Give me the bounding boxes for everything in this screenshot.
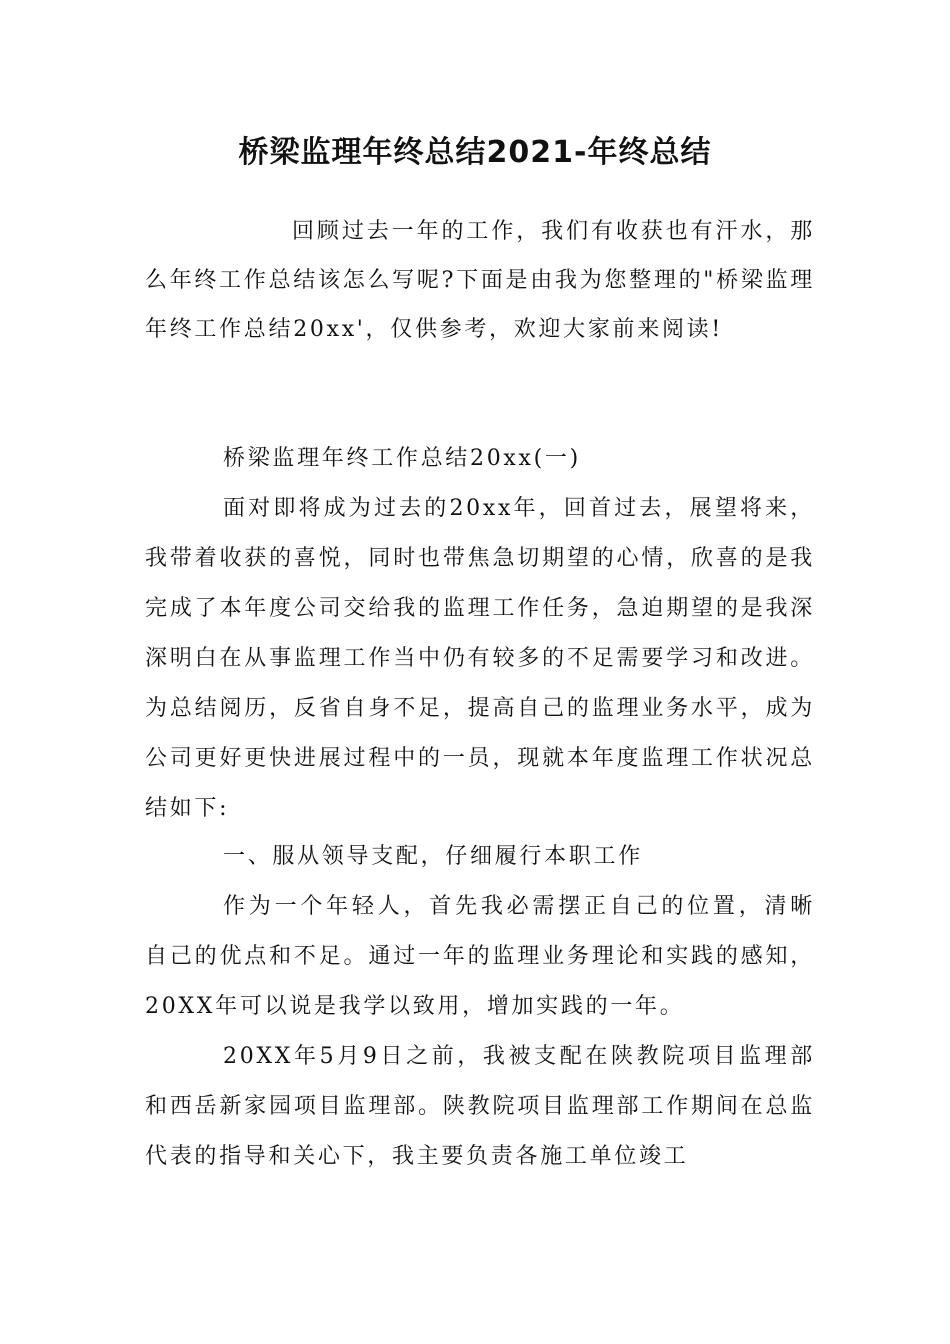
- intro-paragraph: 回顾过去一年的工作，我们有收获也有汗水，那么年终工作总结该怎么写呢?下面是由我为您整理的"桥梁监理年终工作总结20xx'，仅供参考，欢迎大家前来阅读!: [145, 219, 815, 342]
- subheading: 一、服从领导支配，仔细履行本职工作: [223, 844, 643, 869]
- body-paragraph: 面对即将成为过去的20xx年，回首过去，展望将来，我带着收获的喜悦，同时也带焦急切期望的心情，欣喜的是我完成了本年度公司交给我的监理工作任务，急迫期望的是我深深明白在从事监理工作当中仍有较多的不足需要学习和改进。为总结阅历，反省自身不足，提高自己的监理业务水平，成为公司更好更快进展过程中的一员，现就本年度监理工作状况总结如下:: [145, 496, 815, 821]
- document-title: 桥梁监理年终总结2021-年终总结: [238, 135, 712, 170]
- body-paragraph: 20XX年5月9日之前，我被支配在陕教院项目监理部和西岳新家园项目监理部。陕教院项目监理部工作期间在总监代表的指导和关心下，我主要负责各施工单位竣工: [145, 1044, 815, 1169]
- body-paragraph: 作为一个年轻人，首先我必需摆正自己的位置，清晰自己的优点和不足。通过一年的监理业务理论和实践的感知，20XX年可以说是我学以致用，增加实践的一年。: [145, 894, 815, 1019]
- section-heading: 桥梁监理年终工作总结20xx(一): [223, 446, 581, 471]
